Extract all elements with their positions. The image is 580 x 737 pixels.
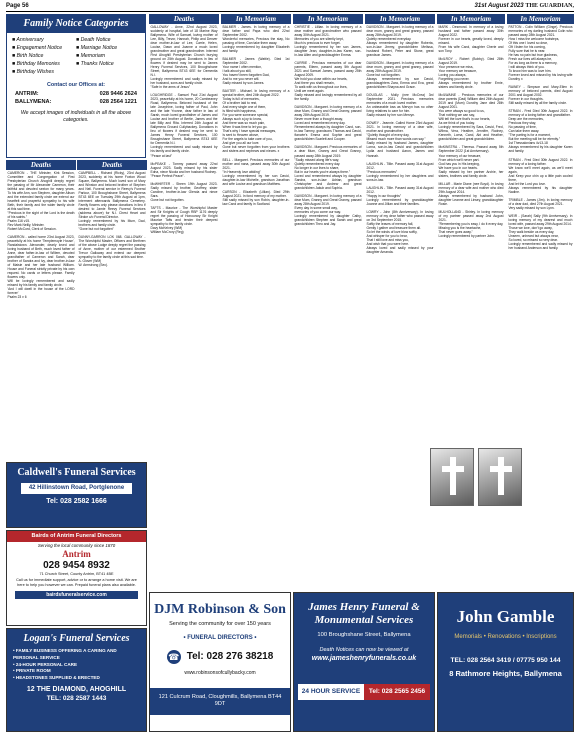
jh-tel: Tel: 028 2565 2456: [364, 684, 430, 700]
deaths-heading: Deaths: [6, 160, 76, 170]
cross-image: [478, 448, 522, 506]
deaths-heading: Deaths: [149, 14, 219, 24]
caldwell-tel: Tel: 028 2582 1666: [46, 498, 107, 506]
logans-tel: TEL: 028 2587 1443: [46, 695, 107, 702]
category-item: ■ Birth Notice: [12, 53, 44, 60]
bairds-town: Antrim: [62, 549, 91, 560]
notice-categories-box: [6, 14, 146, 158]
logans-address: 12 THE DIAMOND, AHOGHILL: [26, 686, 127, 694]
djm-robinson-ad: [149, 592, 291, 732]
memoriam-heading: In Memoriam: [507, 14, 574, 24]
death-notices-2: CAMPBELL - Richard (Ricky), 23rd August 2023, suddenly at his home Foxton Wood Square, Ballymena. Much loved son of Mary and Winston and beloved brother of Stephen and Neil. Funeral service in Reevy's Funeral Parlour, 100 Broughshane Street, Ballymena BT43 6EE on Tuesday 29th August at 1pm, interment afterwards Ballymena Cemetery. Family flowers only please donations in lieu if desired to Jamie Reevy Funeral Services (address above) for N.I. Chest Heart and Stroke c/o Funeral Director. Lovingly remembered by his Mum, Dad, brothers and family circle. "Gone but not forgotten" DUNNY-GARRON LOK 068. GALLOWAY - The Worshipful Master, Officers and Brethren of the above Lodge deeply regret the passing of Anne, mother of our esteemed Brother Trevor Galloway and extend our deepest sympathy to the family circle at this sad time. A. Glover (WM) W. Armstrong (Sec).: [78, 171, 146, 268]
bairds-funeral-ad: [6, 530, 147, 626]
gamble-address: 8 Rathmore Heights, Ballymena: [449, 669, 562, 679]
djm-address: 121 Culcrum Road, Cloughmills, Ballymena BT44 9DT: [150, 688, 290, 715]
category-item: ■ Engagement Notice: [12, 45, 63, 52]
bairds-title: Bairds of Antrim Funeral Directors: [7, 531, 146, 542]
djm-tagline: Serving the community for over 150 years: [169, 621, 271, 628]
deaths-heading: Deaths: [77, 160, 147, 170]
djm-title: DJM Robinson & Son: [154, 602, 286, 617]
james-henry-ad: [293, 592, 435, 732]
logans-funeral-ad: [6, 628, 147, 732]
memoriam-notices-4: MARK - Desmond. In memory of a loving husband and father passed away 30th August 2022. Forever in our hearts, greatly loved, deeply missed. From his wife Carol, daughter Cherie and son Tony. McILROY - Robert (Bobby). Died 28th August 2019. Your presence we miss, Your memory we treasure, Loving you always, Forgetting you never. Always remembered by brother Ernie, sisters and family circle. McILWAINE - Precious memories of our dear parents (Dad) William died 26th August 2019 and (Mum) Dorothy Jane died 28th August 2001. You were always so good to us, That nothing we can say, Will tell the love that's in our hearts, As we think of you today. Lovingly remembered by Sara, David, Fred, Wilma, Vera, Heather, Jennifer, Rodney, Kenneth, Lorna, Carol, Abi and Heather, grandchildren and great grandchildren. McKINSTRA - Theresa. Passed away 5th September 2022 (1st Anniversary). Your memory of our treasure, From which we'll never part. God has you in His keeping, We have you in our hearts. Sadly missed by her partner Archie, her sisters, brothers and family circle. MILLAR - Marie Diane (nee Boyd). In loving memory of a dear wife and mother who died 29th August 2014. Always remembered by husband John, daughter Leanne and Linsey, granddaughter Rosie. MULHOLLAND - Shirley. In loving memory of my partner passed away 2nd August 2021. "Remembering you is easy, I do it every day, Missing you is the heartache, That never goes away." Lovingly remembered by partner John.: [438, 25, 504, 238]
john-gamble-ad: [437, 592, 574, 732]
deaths-column-2: [77, 160, 147, 460]
category-item: ■ Memoriam: [76, 53, 106, 60]
gamble-title: John Gamble: [456, 607, 555, 626]
deaths-column-3: [149, 14, 219, 589]
memoriam-notices-1: BALMER - James. In loving memory of a dear father and Papa who died 22nd September 2002. Wonderful memories, Precious the stay, No passing of time, Can take them away. Lovingly remembered by daughter Elizabeth and family. BALMER - James (Wattie). Died 1st September 2002. Your name I often mention, I talk about you still, You haven't been forgotten Dad, And to me you never will. Sadly missed by son James. BAXTER - Michael. In loving memory of a special brother, died 24th August 2022. Today is full of memories, Of a brother laid to rest, And every single one of them, Is filled with happiness, For you were someone special, Always such a joy to know, And there was so much pain, When it was time to let you go. That's why I have special messages, Is sent to Heaven above, For the angels to take care of you, And give you all our love. Gone but never forgotten from your brothers and sisters and nephews and nieces. x BELL - Margaret. Precious memories of our mother and nana, passed away 30th August 2021. "In Heavenly love abiding" Lovingly remembered by her son David, daughter-in-law Michelle, grandson Jonathan and wife Louise and grandson Matthew. CARSON - Elizabeth (Lillian). Died 29th August 2021. In fond memory of my mother. Still sadly missed by son Robin, daughter-in-law Carol and family in Scotland.: [222, 25, 290, 206]
office-name: BALLYMENA:: [15, 99, 52, 106]
bairds-tagline: Serving the local community since 1870: [37, 542, 116, 548]
memoriam-column-2: [293, 14, 363, 589]
office-list: [7, 90, 145, 107]
category-item: ■ Birthday Wishes: [12, 69, 55, 76]
memoriam-notices-5: PATTON - Colin William (Ginge). Precious memories of my darling husband Colin who passed away 28th August 2021. How I miss the welcome footsteps, Of this one I loved so dear, Oft I listen for his coming, Fully sure that he is near. He has no pain but true gladness, Fresh our lives will always be, For as long as there is a memory, I will always think of you. To know him was to love him. Forever loved and missed by his loving wife Dorothy x RAINEY - Simpson and Mary-Ellen In memory of beloved parents, died August 2001 and August 2002. Forever in our thoughts. Still sadly missed by all the family circle. STRAIN - Fred Died 30th August 2022. In memory of a loving father and grandfather. Deep are the memories, Precious they stay, No passing of time, Can take them away. "The parting is for a moment, But the meeting will be for eternity." 1st Thessalonians 4v13-18 Always remembered by his daughter Karen and family. STRAIN - Fred Died 30th August 2022. In memory of a loving father. We know we'll meet again, as we'll meet again, And Keep your chin up a little pain cooled there, And let the Lord you love. Always remembered by his daughter Nadine. TRIMBLE - James (Jim). In loving memory of a dear dad, died 27th August 2021. Very sadly missed by son Lynn. WEIR - (Sarah) Sally (9th Anniversary). In loving memory of my dearest and much loved wife, passed away 29th August 2014. Those we love, don't go away, They walk beside us every day, Unseen, unheard but always near, So loved, so missed so very dear. Lovingly remembered and sadly missed by her husband Anderson and family.: [508, 25, 573, 250]
issue-date: 31st August 2023 THE GUARDIAN,: [474, 3, 574, 9]
categories-left: [12, 36, 76, 76]
category-item: ■ Thanks Notice: [76, 61, 114, 68]
masthead: THE GUARDIAN,: [525, 3, 574, 9]
djm-web: www.robinsonsofcullybacky.com: [184, 670, 256, 677]
deaths-column-1: [6, 160, 76, 460]
page-number: Page 56: [6, 3, 29, 9]
images-note: We accept images of individuals in all the above categories.: [20, 109, 132, 123]
office-name: ANTRIM:: [15, 91, 39, 98]
jh-service: 24 HOUR SERVICE: [301, 687, 361, 695]
bairds-web: bairdsfuneralservice.com: [15, 591, 138, 599]
bairds-note: Call us for immediate support, advice or to arrange a home visit. We are here to help you however we can. Prepaid funeral plans also available.: [16, 577, 137, 587]
service-item: • FAMILY BUSINESS OFFERING A CARING AND PERSONAL SERVICE: [13, 648, 117, 660]
djm-label: • FUNERAL DIRECTORS •: [183, 634, 257, 641]
jh-tagline: Death Notices can now be viewed at: [319, 647, 409, 654]
bairds-phone: 028 9454 8932: [43, 560, 110, 572]
gamble-tel: TEL: 028 2564 3419 / 07775 950 144: [450, 657, 561, 665]
caldwell-title: Caldwell's Funeral Services: [17, 467, 136, 478]
office-phone: 028 9446 2624: [99, 91, 137, 98]
memoriam-heading: In Memoriam: [221, 14, 291, 24]
memoriam-notices-2: CHRISTIE - Lillian. In loving memory of a dear mother and grandmother who passed away 30th August 2021. Memories of you are silently kept, Much is precious to ever forget. Lovingly remembered by her son James, daughter Jean, daughter-in-law Karen, son-in-law Allen and granddaughter Emma. CURRIE - Precious memories of our dear parents, Eileen, passed away 5th August 2021 and Samuel James, passed away 25th August 2009. We hold you close within our hearts, And there you shall remain, To walk with us throughout our lives, Until we meet again. Sadly missed and lovingly remembered by all the family. DAVIDSON - Margaret. In loving memory of a dear Mum, Granny and Great Granny, passed away 28th August 2019. Never more than a thought away, Loved and remembered every day. Remembered always by daughter Carol, son-in-law Tommy, grandsons Thomas and David, fiancée's Emma and Sophie and great grandchildren Scarlett and Cooper. DAVIDSON - Margaret. Precious memories of a dear Mum, Granny and Great Granny, passed away 28th August 2019. "Sadly missed along life's way, Quietly remembered every day. No longer in our lives to share, But in our hearts you're always there." Loved and remembered always by daughter Sandra, son-in-law Adrian, grandson Christopher and Andrew and great grandchildren Jakub and Sophia. DAVIDSON - Margaret. In loving memory of a dear Mum, Granny and Great Granny, passed away 28th August 2019. Every day in some small way, memories of you come our way. Lovingly remembered by daughter Cathy, grandchildren Stephen and Sarah and great grandchildren Theo and Jay.: [294, 25, 362, 226]
service-item: • HEADSTONES SUPPLIED & ERECTED: [13, 674, 100, 680]
category-item: ■ Anniversary: [12, 37, 44, 44]
notice-categories-title: Family Notice Categories: [7, 15, 145, 33]
jh-web: www.jameshenryfunerals.co.uk: [311, 655, 417, 663]
page-header: [6, 3, 574, 12]
category-item: ■ Birthday Memories: [12, 61, 60, 68]
cross-image: [430, 448, 474, 506]
jh-address: 100 Broughshane Street, Ballymena: [317, 632, 411, 639]
contact-title: Contact our Offices at:: [46, 81, 106, 88]
logans-title: Logan's Funeral Services: [23, 633, 130, 644]
death-notices-1: CAMERON - THE Minister, Kirk Session, Committee and Congregation of First Presbyterian Church Ahoghill deeply regret the passing of Mr Alexander Cameron, their faithful and devoted sexton for many years. To his wife Ann, son Stephen, daughter Alison and the extended family circle we extend our heartfelt and prayerful sympathy to his wife Beth, their family and the wider family circle at this sad time. "Precious in the sight of the Lord is the death of his saints." Psalm 116 v15. Rev Mark Neilly, Minister. Robert McCord, Clerk of Session. CAMERON - called home 23rd August 2023, peacefully at his home 'Templemoyle House', Randalstown. Alexander, dearly loved and loving husband of Beth, much loved father of Anne, dear father-in-law of Willem, devoted grandfather of Cameron and Sarah, dear brother of Sandra and Ivy, dear brother-in-law of Maisie and her late husband William. House and Funeral strictly private by his own request. No cards or letters please. Family flowers only. Will be lovingly remembered and sadly missed by his family and family circle. 'And I will dwell in the house of the LORD forever' Psalm 23 v 6: [7, 171, 75, 300]
memoriam-notices-3: DAVIDSON - Margaret. In loving memory of a dear mum, granny and great granny, passed away 28th August 2019. Quietly remembered everyday. Always remembered by daughter Roberta, son-in-law Jimmy, grandchildren Melissa, husband Robert, Peter and Stone, great grandson James. DAVIDSON - Margaret. In loving memory of a dear mum, granny and great granny, passed away 28th August 2019. Gone but not forgotten. Always remembered by son David, granddaughters Zara, Emma and Eva, great grandchildren Shayna and Grace. DOUGLAS - Molly (nee McCrea) 3rd September 2021. Precious memories memories of a much loved mother. An unbearable loss as Mervyn has no other living relatives to care for him. Sadly missed by her son Mervyn. DOWEY - Jeannie. Called Home 23rd August 2021. In loving memory of a dear wife, mother and grandmother. "Quietly thought of every day, Missed much more than words can say." Sadly missed by husband James, daughter Lorna, son-in-law David and grandchildren Lydia and husband Aaron, James and Hannah. LAUGHLIN - Tillie. Passed away 31st August 2012. "Precious memories" Lovingly remembered by her daughters and sons-in-law. LAUGHLIN - Tillie. Passed away 31st August 2012. "Happy in our thoughts" Lovingly remembered by granddaughter Joanne and Jillian and their families. LOWRY - John (8th Anniversary). In loving memory of my dear father who passed away on 3rd September 2015. Softly the leaves of memory fall, Gently I gather and treasure them all. So let the winds of love blow softly, And whisper for you to hear, That I still love and miss you, And wish that you were here. Always loved and sadly missed by your daughter Amanda.: [366, 25, 434, 254]
djm-tel: Tel: 028 276 38218: [186, 651, 274, 662]
caldwell-address: 42 Hillinstown Road, Portglenone: [21, 483, 132, 495]
memoriam-heading: In Memoriam: [437, 14, 505, 24]
memoriam-column-1: [221, 14, 291, 589]
jh-title: James Henry Funeral & Monumental Services: [308, 601, 420, 626]
categories-right: [76, 36, 140, 76]
phone-icon: ☎: [168, 652, 180, 663]
office-phone: 028 2564 1221: [99, 99, 137, 106]
category-item: ■ Marriage Notice: [76, 45, 118, 52]
gamble-services: Memorials • Renovations • Inscriptions: [454, 633, 557, 640]
memoriam-heading: In Memoriam: [293, 14, 363, 24]
service-item: • PRIVATE ROOM: [13, 668, 51, 674]
bairds-address: 71 Church Street, County Antrim, BT41 4BE: [39, 572, 114, 577]
category-item: ■ Death Notice: [76, 37, 111, 44]
memoriam-column-3: [365, 14, 435, 589]
caldwell-funeral-ad: [6, 462, 147, 528]
service-item: • 24-HOUR PERSONAL CARE: [13, 661, 78, 667]
death-notices-3: GALLOWAY - Anne, 22nd August 2023, suddenly at hospital, late of 18 Marine Way Ballymena. Wife of Samuel, loving mother of Lee, Billy, Trevor, Hannah, Philip and Denver dear mother-in-law of Lee, Carrie, Helen, Louise, Dawn and Joanne a much loved grandmother and great grandmother. Interred First Ahoghill Presbyterian Church burying ground on 25th August. Donations in lieu of flowers if desired may be sent to James Henry Funeral Services, 100 Broughshane Street, Ballymena BT43 6EE for Dementia N.I. Lovingly remembered and sadly missed by her husband, sons and family circle. "Safe in the arms of Jesus" LOUGHRIDGE - Samuel Paul 21st August 2023, peacefully at his home, 20 Carnbeaney Road, Ballymena. Beloved husband of the late Josephine, loving father of Paul, John and the late Yvonne, dear father in law of Sarah, much loved grandfather of James and Louise and brother of Bertie, James and the late Billy and Rita. Interred 24th August at Ballymena Ground Cullybackey. Donations in lieu of flowers if desired may be sent to James Henry Funeral Services, 100 Broughshane Street, Ballymena BT43 6EE for Dementia N.I. Lovingly remembered and sadly missed by his family and family circle. "Peace at last" McPEAKE - Tommy passed away 22nd August 2023. Sadly missed by his sister Edna, niece Nicola and her husband Rodney. "Peace Perfect Peace". McWHIRTER - Sheen 19th August 2023. Sadly missed by brother, Geoffrey, sister Caroline, brother-in-law Glenda and niece Sara. Gone but not forgotten. TAFTS - Maurice - The Worshipful Master and Sir Knights of Cough RBP 1176 deeply regret the passing of Honourary Sir Knight Maurice Tafts and tender their deepest sympathy to the family circle. Davy McKelvey (WM) William McCrory (Reg): [150, 25, 218, 234]
logans-services: [7, 648, 146, 681]
memoriam-heading: In Memoriam: [365, 14, 435, 24]
